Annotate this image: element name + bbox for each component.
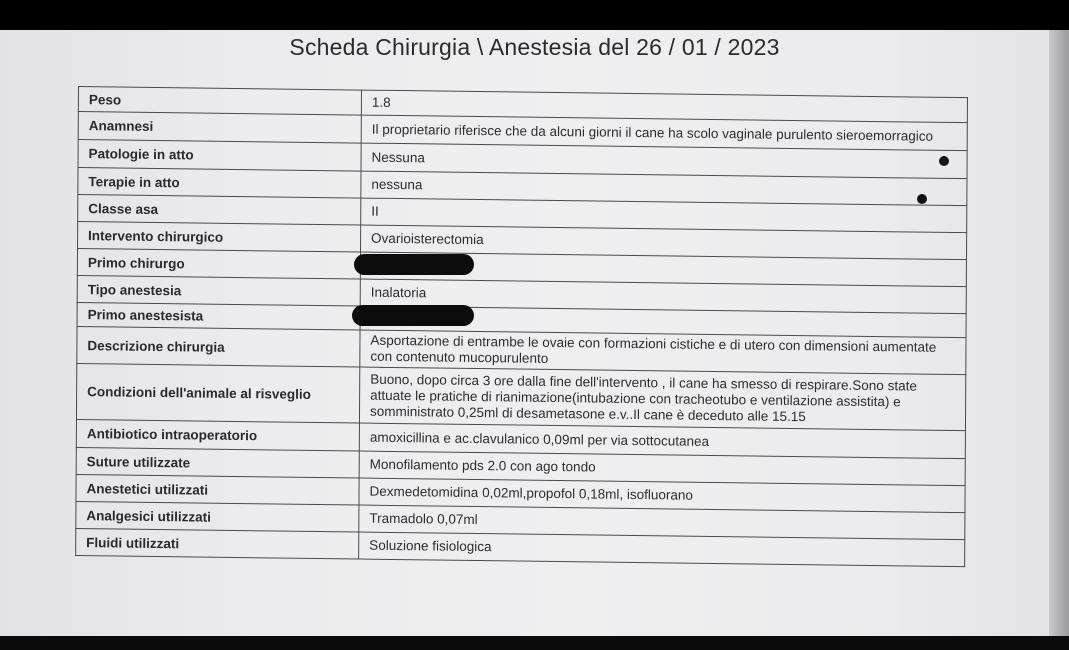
row-label-primo-chirurgo: Primo chirurgo: [77, 248, 360, 279]
row-label-intervento: Intervento chirurgico: [78, 221, 361, 252]
row-label-tipo-anestesia: Tipo anestesia: [77, 275, 360, 306]
page-title: Scheda Chirurgia \ Anestesia del 26 / 01 / 2023: [289, 34, 780, 60]
surgery-record-table: [75, 86, 968, 567]
redaction-bar: [352, 305, 474, 326]
row-label-patologie: Patologie in atto: [78, 140, 361, 172]
row-label-condizioni: Condizioni dell'animale al risveglio: [76, 363, 359, 423]
row-value-anamnesi: Il proprietario riferisce che da alcuni giorni il cane ha scolo vaginale purulento sieroemorragico: [361, 115, 967, 151]
row-value-terapie: nessuna: [361, 171, 967, 206]
row-value-condizioni: Buono, dopo circa 3 ore dalla fine dell'intervento , il cane ha smesso di respirare.Sono state attuate le pratiche di rianimazione(intubazione con tracheotubo e ventilazione assistita) e somministrato 0,25ml di desametasone e.v..Il cane è deceduto alle 15.15: [359, 367, 965, 431]
row-value-patologie: Nessuna: [361, 143, 967, 179]
row-label-fluidi: Fluidi utilizzati: [76, 528, 359, 559]
row-value-anestetici: Dexmedetomidina 0,02ml,propofol 0,18ml, isofluorano: [359, 478, 965, 513]
row-value-peso: 1.8: [361, 90, 967, 123]
row-label-descrizione: Descrizione chirurgia: [77, 326, 360, 367]
row-label-terapie: Terapie in atto: [78, 168, 361, 199]
row-label-primo-anestesista: Primo anestesista: [77, 302, 360, 330]
bullet-dot-icon: [917, 194, 927, 204]
row-value-fluidi: Soluzione fisiologica: [359, 532, 965, 567]
bullet-dot-icon: [939, 156, 949, 166]
row-value-suture: Monofilamento pds 2.0 con ago tondo: [359, 451, 965, 486]
row-value-tipo-anestesia: Inalatoria: [360, 279, 966, 314]
row-label-classe-asa: Classe asa: [78, 194, 361, 225]
row-value-analgesici: Tramadolo 0,07ml: [359, 505, 965, 540]
redaction-bar: [354, 254, 474, 275]
row-label-antibiotico: Antibiotico intraoperatorio: [76, 419, 359, 451]
row-label-analgesici: Analgesici utilizzati: [76, 501, 359, 532]
row-value-classe-asa: II: [361, 198, 967, 233]
row-value-intervento: Ovarioisterectomia: [361, 225, 967, 260]
row-label-suture: Suture utilizzate: [76, 447, 359, 478]
monitor-bezel: [0, 636, 1069, 650]
row-label-anamnesi: Anamnesi: [78, 112, 361, 144]
row-value-descrizione: Asportazione di entrambe le ovaie con formazioni cistiche e di utero con dimensioni aumentate con contenuto mucopurulento: [360, 330, 966, 375]
row-label-peso: Peso: [78, 87, 361, 116]
monitor-edge: [1049, 30, 1069, 636]
row-label-anestetici: Anestetici utilizzati: [76, 474, 359, 505]
row-value-antibiotico: amoxicillina e ac.clavulanico 0,09ml per via sottocutanea: [359, 423, 965, 459]
